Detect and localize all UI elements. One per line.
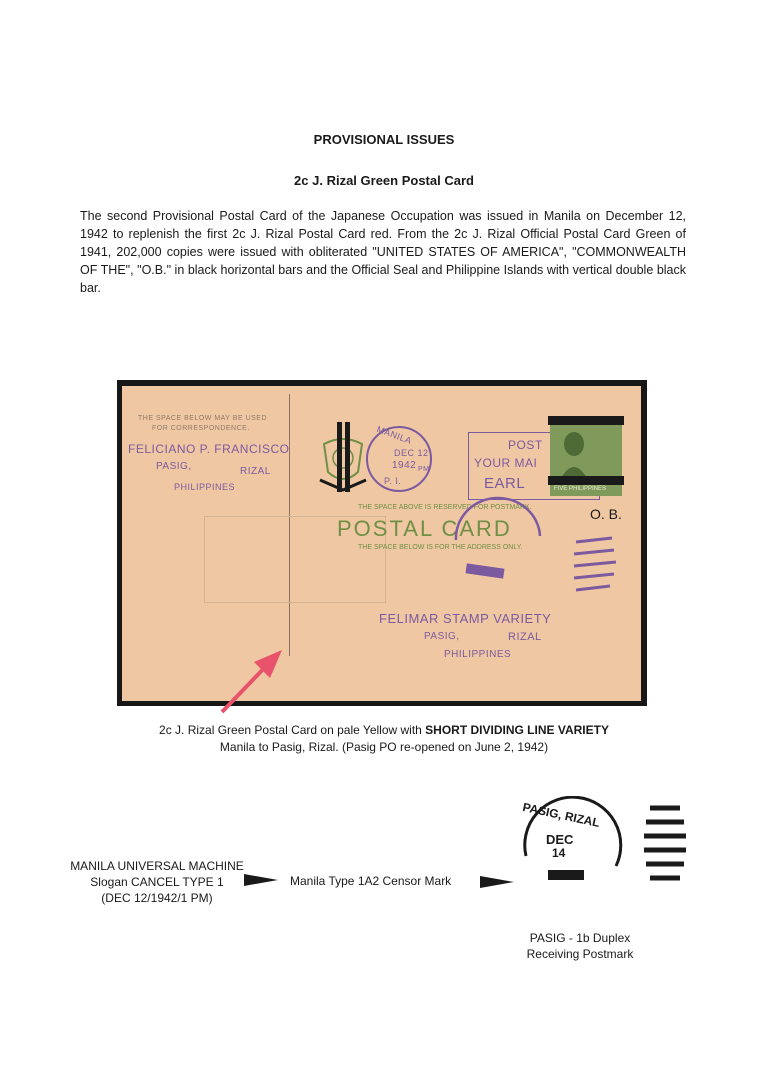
page-title: PROVISIONAL ISSUES: [313, 132, 455, 147]
postmark-year: 1942: [392, 460, 417, 471]
censor-mark-label: Manila Type 1A2 Censor Mark: [290, 874, 452, 888]
slogan-line-2: YOUR MAI: [474, 456, 538, 470]
space-below-note: THE SPACE BELOW IS FOR THE ADDRESS ONLY.: [358, 544, 523, 551]
duplex-label: [510, 930, 650, 962]
sender-province: RIZAL: [240, 466, 271, 477]
arrow-right-icon: [244, 874, 278, 886]
duplex-line-2: Receiving Postmark: [526, 947, 634, 961]
pasig-duplex-bars: [640, 800, 690, 908]
machine-cancel-label: [62, 858, 252, 906]
slogan-line-1: POST: [508, 438, 543, 452]
obliteration-bar-top: [548, 416, 624, 425]
recipient-province: RIZAL: [508, 631, 542, 643]
caption-line-1: 2c J. Rizal Green Postal Card on pale Yellow with: [159, 723, 426, 737]
duplex-line-1: PASIG - 1b Duplex: [529, 931, 631, 945]
sender-country: PHILIPPINES: [174, 482, 236, 492]
machine-line-1: MANILA UNIVERSAL MACHINE: [70, 859, 244, 873]
recipient-name: FELIMAR STAMP VARIETY: [379, 611, 552, 626]
correspondence-note-2: FOR CORRESPONDENCE.: [152, 425, 250, 432]
official-seal-icon: [318, 420, 368, 494]
recipient-country: PHILIPPINES: [444, 649, 512, 660]
slogan-line-3: EARL: [484, 475, 526, 492]
pasig-postmark-date: DEC: [546, 832, 574, 847]
postcard: [122, 386, 641, 701]
censor-mark: [444, 496, 554, 586]
postmark-city: MANILA: [375, 424, 414, 446]
intro-paragraph: The second Provisional Postal Card of the Japanese Occupation was issued in Manila on December 12, 1942 to replenish the first 2c J. Rizal Postal Card red. From the 2c J. Rizal Official Postal Card Green of 1941, 202,000 copies were issued with obliterated "UNITED STATES OF AMERICA", "COMMONWEALTH OF THE", "O.B." in black horizontal bars and the Official Seal and Philippine Islands with vertical double black bar.: [80, 209, 686, 295]
postmark-letter: P. I.: [384, 476, 402, 486]
recipient-city: PASIG,: [424, 631, 460, 642]
sender-city: PASIG,: [156, 461, 192, 472]
caption-variety: SHORT DIVIDING LINE VARIETY: [425, 723, 609, 737]
correspondence-note-1: THE SPACE BELOW MAY BE USED: [138, 415, 268, 422]
postmark-month-day: DEC 12: [394, 448, 429, 458]
stamp-caption: FIVE PHILIPPINES: [554, 486, 607, 492]
pink-arrow-icon: [212, 648, 292, 718]
duplex-bars: [572, 536, 618, 598]
card-title: POSTAL CARD: [337, 516, 512, 541]
sender-name: FELICIANO P. FRANCISCO: [128, 442, 290, 456]
machine-line-2: Slogan CANCEL TYPE 1: [90, 875, 224, 889]
machine-line-3: (DEC 12/1942/1 PM): [101, 891, 213, 905]
ob-text: O. B.: [590, 506, 622, 522]
page-subtitle: 2c J. Rizal Green Postal Card: [294, 173, 474, 188]
rizal-portrait-icon: [558, 428, 590, 480]
caption-line-2: Manila to Pasig, Rizal. (Pasig PO re-opened on June 2, 1942): [219, 740, 549, 754]
rizal-stamp: [550, 416, 622, 496]
pasig-postmark-day: 14: [552, 846, 566, 860]
figure-caption: [0, 722, 768, 756]
pasig-postmark-city: PASIG, RIZAL: [521, 799, 602, 831]
obliteration-bar-bottom: [548, 476, 624, 485]
space-above-note: THE SPACE ABOVE IS RESERVED FOR POSTMARK.: [358, 504, 532, 511]
postmark-time: PM: [418, 466, 430, 473]
